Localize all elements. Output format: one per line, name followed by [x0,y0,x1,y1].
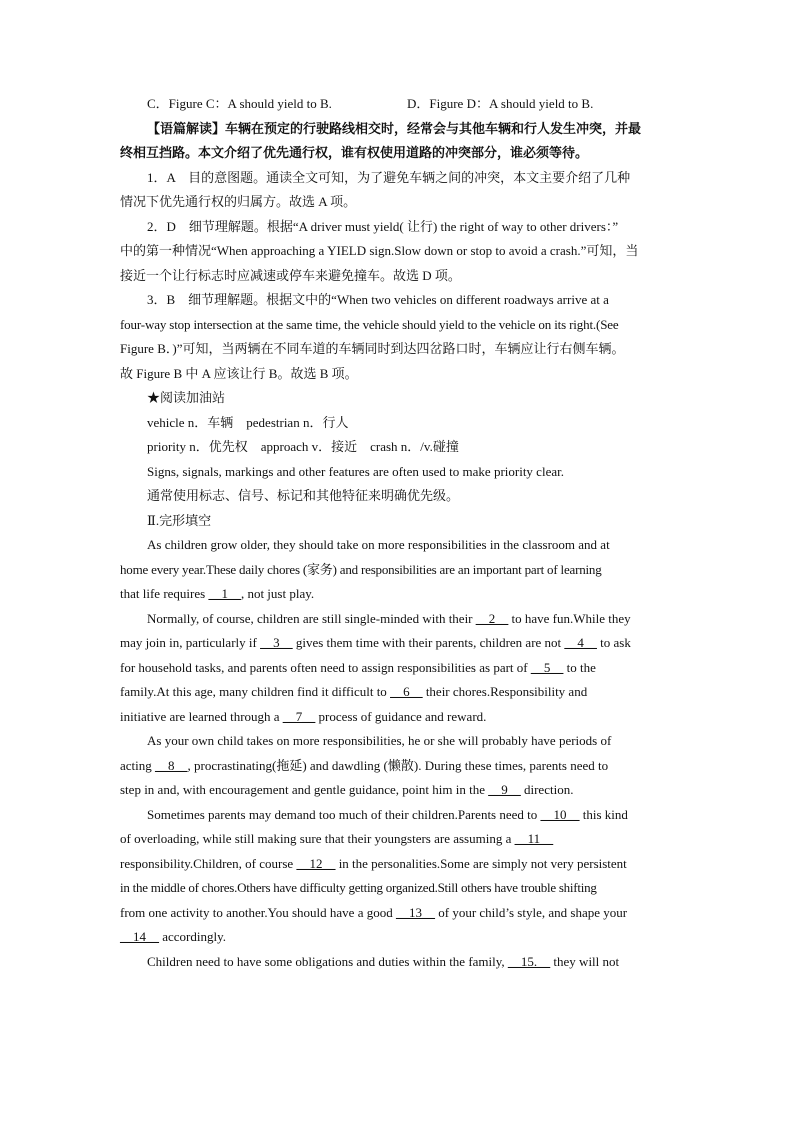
vocab-title: ★阅读加油站 [147,390,226,405]
document-content [120,92,675,974]
blank-5: __5__ [530,659,564,675]
cloze-paragraph-line [120,680,675,705]
text-run: Children need to have some obligations and duties within the family, [147,953,508,969]
text-run: this kind [579,806,628,822]
cloze-paragraph-line [120,803,675,828]
cloze-paragraph-line [120,607,675,632]
text-run: Sometimes parents may demand too much of their children.Parents need to [147,806,541,822]
cloze-paragraph-line [120,656,675,681]
answer-3-cont: 故 Figure B 中 A 应该让行 B。故选 B 项。 [120,365,358,381]
answer-1: 1．A 目的意图题。通读全文可知，为了避免车辆之间的冲突，本文主要介绍了几种 [147,169,631,185]
text-run: of your child’s style, and shape your [434,904,628,920]
option-c: C．Figure C：A should yield to B. [147,96,332,111]
blank-4: __4__ [564,635,597,650]
text-run: in the personalities.Some are simply not very persistent [335,855,627,871]
blank-6: __6__ [390,684,423,699]
text-run: acting [120,757,156,773]
cloze-title: Ⅱ.完形填空 [147,512,212,528]
answer-1-cont: 情况下优先通行权的归属方。故选 A 项。 [120,194,357,209]
cloze-paragraph-line: As children grow older, they should take on more responsibilities in the classroom and at [147,537,610,552]
answer-2-cont: 中的第一种情况“When approaching a YIELD sign.Slow down or stop to avoid a crash.”可知，当 [120,243,639,258]
text-run: gives them time with their parents, children are not [292,635,565,650]
cloze-paragraph-line [120,827,675,852]
cloze-paragraph-line [120,631,675,656]
cloze-paragraph-line: home every year.These daily chores (家务) and responsibilities are an important part of learning [120,561,602,577]
blank-2: __2__ [475,610,509,626]
blank-10: __10__ [540,806,580,822]
text-run: accordingly. [159,929,227,944]
text-run: Normally, of course, children are still single-minded with their [147,610,476,626]
text-run: that life requires [120,586,209,601]
blank-1: __1__ [208,586,241,601]
text-run: to have fun.While they [508,610,631,626]
cloze-paragraph-line [120,778,675,803]
vocab-line: priority n．优先权 approach v．接近 crash n．/v.碰撞 [147,439,459,454]
answer-3-cont: Figure B．)”可知，当两辆在不同车道的车辆同时到达四岔路口时，车辆应让行右侧车辆。 [120,341,625,356]
text-run: responsibility.Children, of course [120,855,297,871]
cloze-paragraph-line [120,705,675,730]
blank-9: __9__ [488,782,521,797]
answer-3: 3．B 细节理解题。根据文中的“When two vehicles on different roadways arrive at a [147,292,609,307]
text-run: family.At this age, many children find it difficult to [120,684,391,699]
text-run: may join in, particularly if [120,635,261,650]
cloze-paragraph-line [120,925,675,950]
cloze-paragraph-line [120,852,675,877]
text-run: to the [563,659,596,675]
answer-2: 2．D 细节理解题。根据“A driver must yield( 让行) the right of way to other drivers：” [147,218,619,234]
text-run: from one activity to another.You should have a good [120,904,396,920]
text-run: process of guidance and reward. [315,708,487,724]
blank-11: __11__ [514,831,554,846]
blank-7: __7__ [282,708,316,724]
text-run: , procrastinating(拖延) and dawdling (懒散). During these times, parents need to [187,757,609,773]
options-row [120,92,675,117]
text-run: they will not [550,953,620,969]
blank-12: __12__ [296,855,336,871]
vocab-line: vehicle n．车辆 pedestrian n．行人 [147,414,349,430]
text-run: direction. [520,782,574,797]
analysis-line: 【语篇解读】车辆在预定的行驶路线相交时，经常会与其他车辆和行人发生冲突，并最 [147,120,642,136]
cloze-paragraph-line: in the middle of chores.Others have difficulty getting organized.Still others have trouble shifting [120,880,597,895]
blank-15: __15.__ [507,953,551,969]
blank-13: __13__ [395,904,435,920]
text-run: for household tasks, and parents often need to assign responsibilities as part of [120,659,531,675]
cloze-paragraph-line: As your own child takes on more responsibilities, he or she will probably have periods of [147,733,612,748]
analysis-line: 终相互挡路。本文介绍了优先通行权，谁有权使用道路的冲突部分，谁必须等待。 [120,145,589,160]
text-run: of overloading, while still making sure that their youngsters are assuming a [120,831,515,846]
text-run: their chores.Responsibility and [422,684,588,699]
blank-14: __14__ [120,929,159,944]
cloze-paragraph-line [120,582,675,607]
text-run: , not just play. [240,586,315,601]
blank-3: __3__ [260,635,293,650]
answer-2-cont: 接近一个让行标志时应减速或停车来避免撞车。故选 D 项。 [120,267,461,283]
answer-3-cont: four-way stop intersection at the same time, the vehicle should yield to the vehicle on its right.(See [120,316,619,332]
text-run: step in and, with encouragement and gentle guidance, point him in the [120,782,489,797]
text-run: to ask [596,635,631,650]
cloze-paragraph-line [120,901,675,926]
option-d: D．Figure D：A should yield to B. [407,96,594,111]
blank-8: __8__ [155,757,188,773]
cloze-paragraph-line [120,754,675,779]
cloze-paragraph-line [120,950,675,975]
vocab-sentence-en: Signs, signals, markings and other features are often used to make priority clear. [147,463,564,479]
text-run: initiative are learned through a [120,708,283,724]
vocab-sentence-zh: 通常使用标志、信号、标记和其他特征来明确优先级。 [147,488,460,503]
